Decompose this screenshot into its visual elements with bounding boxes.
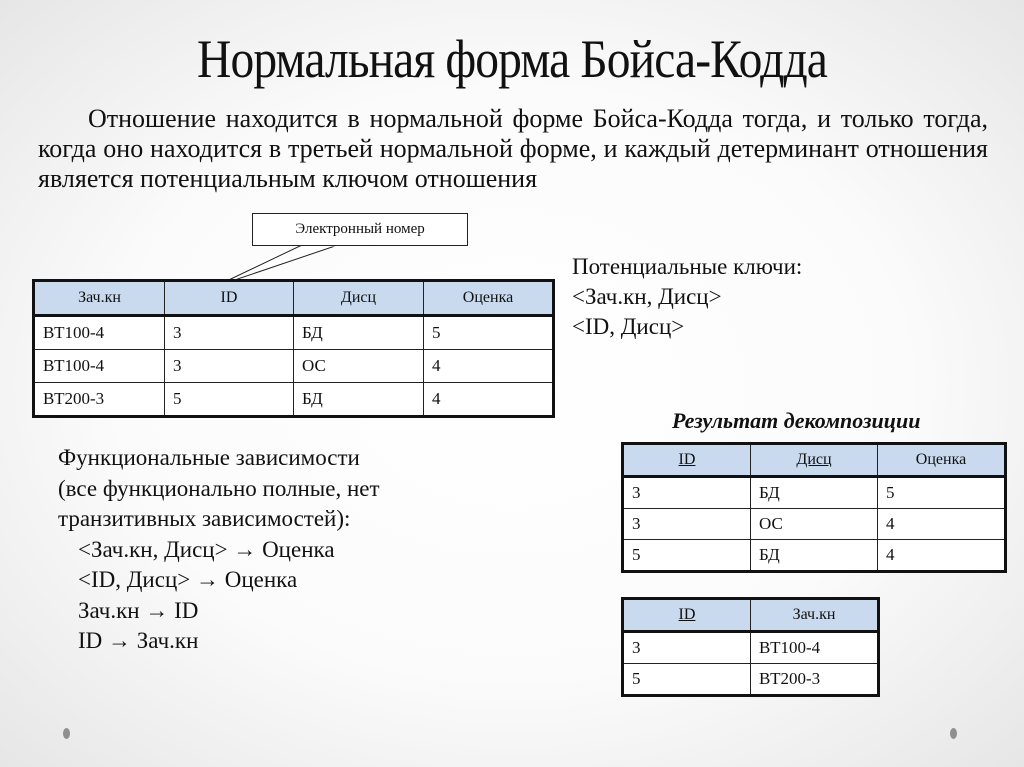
slide-title: Нормальная форма Бойса-Кодда	[197, 29, 827, 89]
table-cell: 4	[878, 509, 1006, 540]
fd-item: ID → Зач.кн	[78, 628, 199, 653]
table-cell: ВТ100-4	[751, 632, 879, 664]
column-header-key: ID	[623, 599, 751, 632]
table-row	[34, 383, 554, 417]
table-cell: 3	[623, 509, 751, 540]
fd-item: <ID, Дисц> → Оценка	[78, 567, 298, 592]
table-cell: 4	[424, 383, 554, 417]
right-dot-icon	[950, 728, 957, 739]
table-cell: 3	[165, 316, 294, 350]
decomposition-table-grades	[621, 442, 1007, 573]
table-cell: 3	[623, 632, 751, 664]
table-cell: БД	[294, 316, 424, 350]
table-row	[623, 477, 1006, 509]
table-cell: 5	[623, 664, 751, 696]
table-cell: ВТ200-3	[34, 383, 165, 417]
table-cell: 5	[878, 477, 1006, 509]
table-cell: 3	[165, 350, 294, 383]
candidate-key: <Зач.кн, Дисц>	[572, 284, 722, 309]
table-row	[34, 350, 554, 383]
candidate-key: <ID, Дисц>	[572, 314, 685, 339]
table-row	[623, 632, 879, 664]
decomposition-title: Результат декомпозиции	[672, 408, 921, 433]
table-cell: ВТ100-4	[34, 350, 165, 383]
table-cell: БД	[751, 540, 878, 572]
fd-item: <Зач.кн, Дисц> → Оценка	[78, 536, 335, 562]
source-relation-table	[32, 279, 555, 418]
callout-electronic-number: Электронный номер	[252, 213, 468, 246]
table-cell: БД	[751, 477, 878, 509]
column-header-key: Дисц	[751, 444, 878, 477]
left-dot-icon	[63, 728, 70, 739]
table-row	[623, 540, 1006, 572]
table-cell: 4	[878, 540, 1006, 572]
table-cell: 3	[623, 477, 751, 509]
table-header-row	[34, 281, 554, 316]
functional-dependencies	[58, 443, 380, 657]
candidate-keys	[572, 252, 802, 342]
column-header-key: ID	[623, 444, 751, 477]
table-cell: ВТ100-4	[34, 316, 165, 350]
table-cell: 5	[165, 383, 294, 417]
column-header: Оценка	[878, 444, 1006, 477]
table-cell: ОС	[294, 350, 424, 383]
fd-item: Зач.кн → ID	[78, 597, 199, 623]
table-cell: 5	[424, 316, 554, 350]
candidate-keys-label: Потенциальные ключи:	[572, 254, 803, 279]
fd-heading-line: (все функционально полные, нет	[58, 475, 380, 501]
table-cell: 5	[623, 540, 751, 572]
column-header: Зач.кн	[751, 599, 879, 632]
table-cell: ВТ200-3	[751, 664, 879, 696]
table-cell: ОС	[751, 509, 878, 540]
table-cell: 4	[424, 350, 554, 383]
column-header: Дисц	[294, 281, 424, 316]
table-row	[34, 316, 554, 350]
column-header: Оценка	[424, 281, 554, 316]
fd-heading-line: транзитивных зависимостей):	[58, 506, 351, 531]
column-header: ID	[165, 281, 294, 316]
table-row	[623, 664, 879, 696]
decomposition-table-students	[621, 597, 880, 697]
definition-paragraph: Отношение находится в нормальной форме Бойса-Кодда тогда, и только тогда, когда оно находится в третьей нормальной форме, и каждый детерминант отношения является потенциальным ключом отношения	[38, 104, 988, 193]
fd-heading-line: Функциональные зависимости	[58, 445, 360, 470]
table-row	[623, 509, 1006, 540]
column-header: Зач.кн	[34, 281, 165, 316]
table-cell: БД	[294, 383, 424, 417]
table-header-row	[623, 444, 1006, 477]
table-header-row	[623, 599, 879, 632]
